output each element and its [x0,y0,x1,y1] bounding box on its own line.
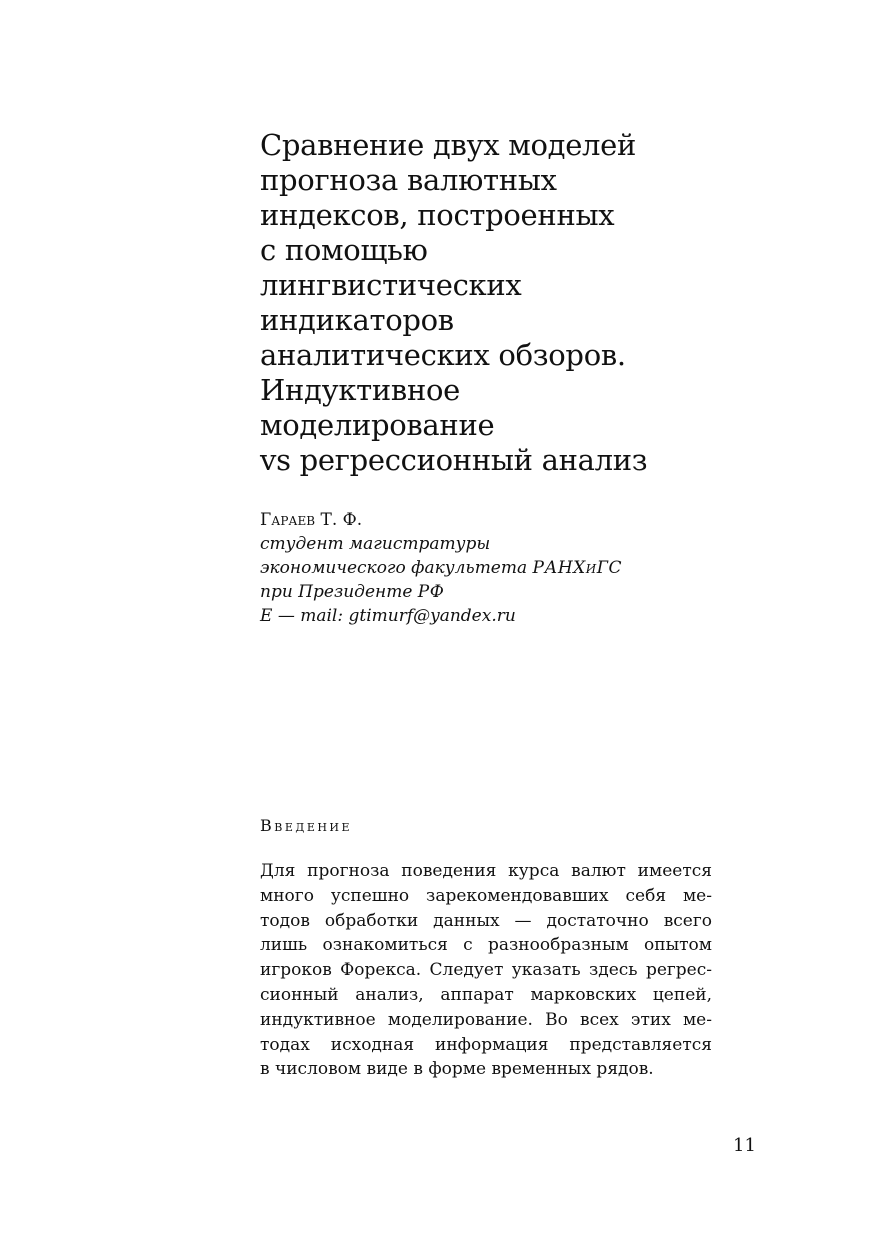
title-line: индикаторов [260,303,454,337]
intro-paragraph [260,859,712,1082]
title-line: прогноза валютных [260,163,557,197]
affiliation-text: экономического факультета [260,558,533,578]
article-title [260,128,720,478]
paragraph-line: много успешно зарекомендовавших себя ме- [260,885,712,906]
title-line: с помощью [260,233,428,267]
country-abbrev: РФ [417,582,445,602]
title-line: моделирование [260,408,495,442]
author-block [260,508,720,628]
title-line: индексов, построенных [260,198,615,232]
paragraph-line: тодах исходная информация представляется [260,1034,712,1055]
affiliation-line: студент магистратуры [260,534,491,554]
paragraph-line: игроков Форекса. Следует указать здесь регрес- [260,960,712,981]
affiliation-line [260,556,720,580]
paragraph-line: Для прогноза поведения курса валют имеется [260,861,712,881]
section-heading: Введение [260,816,353,835]
author-name: Гараев Т. Ф. [260,510,363,530]
paragraph-line: в числовом виде в форме временных рядов. [260,1059,654,1080]
title-line: лингвистических [260,268,522,302]
paragraph-line: тодов обработки данных — достаточно всего [260,910,712,931]
page-number: 11 [733,1135,756,1156]
email-line: E — mail: gtimurf@yandex.ru [260,606,516,626]
affiliation-line [260,580,720,604]
paragraph-line: лишь ознакомиться с разнообразным опытом [260,935,712,956]
title-line: Сравнение двух моделей [260,128,637,162]
title-line: vs регрессионный анализ [260,443,648,477]
paragraph-line: сионный анализ, аппарат марковских цепей, [260,984,712,1005]
paragraph-line: индуктивное моделирование. Во всех этих ме- [260,1009,712,1030]
title-line: аналитических обзоров. [260,338,626,372]
affiliation-text: при Президенте [260,582,418,602]
title-line: Индуктивное [260,373,461,407]
organization-abbrev: РАНХиГС [532,558,622,578]
